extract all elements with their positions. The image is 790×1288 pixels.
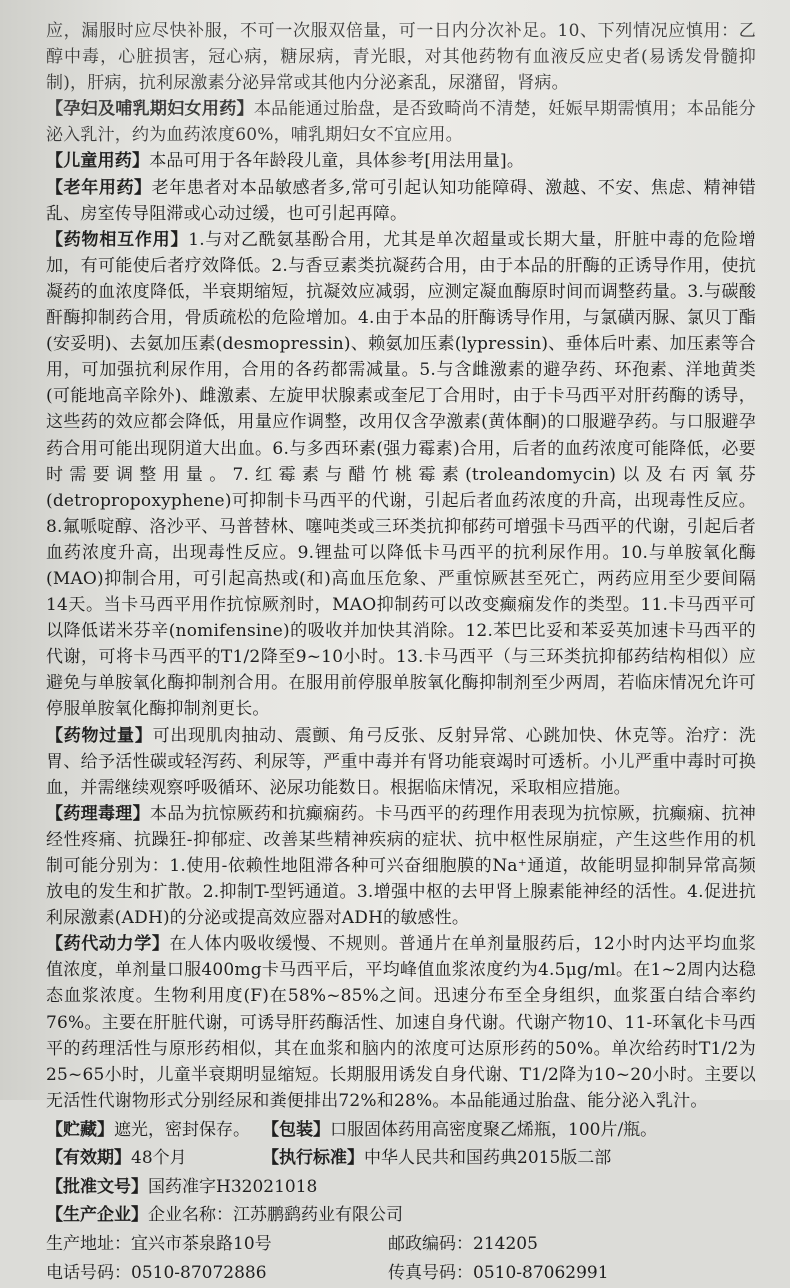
info-row-approval xyxy=(46,1173,756,1202)
section-heading: 【药理毒理】 xyxy=(46,803,150,824)
validity-value: 48个月 xyxy=(131,1148,187,1169)
section-heading: 【药物相互作用】 xyxy=(46,229,189,250)
paragraph-text: 在人体内吸收缓慢、不规则。普通片在单剂量服药后，12小时内达平均血浆值浓度，单剂量口服400mg卡马西平后，平均峰值血浆浓度约为4.5μg/ml。在1~2周内达稳态血浆浓度。生物利用度(F)在58%~85%之间。迅速分布至全身组织，血浆蛋白结合率约76%。主要在肝脏代谢，可诱导肝药酶活性、加速自身代谢。代谢产物10、11-环氧化卡马西平的药理活性与原形药相似，其在血浆和脑内的浓度可达原形药的50%。单次给药时T1/2为25~65小时，儿童半衰期明显缩短。长期服用诱发自身代谢、T1/2降为10~20小时。主要以无活性代谢物形式分别经尿和粪便排出72%和28%。本品能通过胎盘、能分泌入乳汁。 xyxy=(46,934,756,1111)
section-heading: 【药物过量】 xyxy=(46,725,153,746)
maker-value: 企业名称：江苏鹏鹞药业有限公司 xyxy=(148,1205,403,1226)
paragraph-text: 本品能通过胎盘，是否致畸尚不清楚，妊娠早期需慎用；本品能分泌入乳汁，约为血药浓度60%，哺乳期妇女不宜应用。 xyxy=(46,99,756,146)
product-info xyxy=(46,1116,756,1230)
approval-cell xyxy=(46,1173,317,1202)
paragraph-text: 本品可用于各年龄段儿童，具体参考[用法用量]。 xyxy=(149,151,525,172)
phone-number: 电话号码：0510-87072886 xyxy=(46,1262,267,1283)
paragraph-text: 可出现肌肉抽动、震颤、角弓反张、反射异常、心跳加快、休克等。治疗：洗胃、给予活性碳或轻泻药、利尿等，严重中毒并有肾功能衰竭时可透析。小儿严重中毒时可换血，并需继续观察呼吸循环、泌尿功能数日。根据临床情况，采取相应措施。 xyxy=(46,725,756,798)
leaflet-body xyxy=(46,18,756,1114)
paragraph-text: 应，漏服时应尽快补服，不可一次服双倍量，可一日内分次补足。10、下列情况应慎用：乙醇中毒，心脏损害，冠心病，糖尿病，青光眼，对其他药物有血液反应史者(易诱发骨髓抑制)，肝病，抗利尿激素分泌异常或其他内分泌紊乱，尿潴留，肾病。 xyxy=(46,21,756,94)
paragraph-text: 本品为抗惊厥药和抗癫痫药。卡马西平的药理作用表现为抗惊厥，抗癫痫、抗神经性疼痛、抗躁狂-抑郁症、改善某些精神疾病的症状、抗中枢性尿崩症，产生这些作用的机制可能分别为：1.使用-依赖性地阻滞各种可兴奋细胞膜的Na⁺通道，故能明显抑制异常高频放电的发生和扩散。2.抑制T-型钙通道。3.增强中枢的去甲肾上腺素能神经的活性。4.促进抗利尿激素(ADH)的分泌或提高效应器对ADH的敏感性。 xyxy=(46,803,756,929)
validity-cell xyxy=(46,1144,262,1173)
storage-value: 遮光，密封保存。 xyxy=(114,1119,250,1140)
paragraph-pregnancy xyxy=(46,96,756,148)
package-cell xyxy=(262,1116,756,1145)
contact-row-1 xyxy=(46,1230,756,1259)
package-heading: 【包装】 xyxy=(262,1119,330,1140)
storage-cell xyxy=(46,1116,262,1145)
paragraph-text: 1.与对乙酰氨基酚合用，尤其是单次超量或长期大量，肝脏中毒的危险增加，有可能使后者疗效降低。2.与香豆素类抗凝药合用，由于本品的肝酶的正诱导作用，使抗凝药的血浓度降低，半衰期缩短，抗凝效应减弱，应测定凝血酶原时间而调整药量。3.与碳酸酐酶抑制药合用，骨质疏松的危险增加。4.由于本品的肝酶诱导作用，与氯磺丙脲、氯贝丁酯(安妥明)、去氨加压素(desmopressin)、赖氨加压素(lypressin)、垂体后叶素、加压素等合用，可加强抗利尿作用，合用的各药都需减量。5.与含雌激素的避孕药、环孢素、洋地黄类(可能地高辛除外)、雌激素、左旋甲状腺素或奎尼丁合用时，由于卡马西平对肝药酶的诱导，这些药的效应都会降低，用量应作调整，改用仅含孕激素(黄体酮)的口服避孕药。与口服避孕药合用可能出现阴道大出血。6.与多西环素(强力霉素)合用，后者的血药浓度可能降低，必要时需要调整用量。7.红霉素与醋竹桃霉素(troleandomycin)以及右丙氧芬(detropropoxyphene)可抑制卡马西平的代谢，引起后者血药浓度的升高，出现毒性反应。8.氟哌啶醇、洛沙平、马普替林、噻吨类或三环类抗抑郁药可增强卡马西平的代谢，引起后者血药浓度升高，出现毒性反应。9.锂盐可以降低卡马西平的抗利尿作用。10.与单胺氧化酶(MAO)抑制合用，可引起高热或(和)高血压危象、严重惊厥甚至死亡，两药应用至少要间隔14天。当卡马西平用作抗惊厥剂时，MAO抑制药可以改变癫痫发作的类型。11.卡马西平可以降低诺米芬辛(nomifensine)的吸收并加快其消除。12.苯巴比妥和苯妥英加速卡马西平的代谢，可将卡马西平的T1/2降至9~10小时。13.卡马西平（与三环类抗抑郁药结构相似）应避免与单胺氧化酶抑制剂合用。在服用前停服单胺氧化酶抑制剂至少两周，若临床情况允许可停服单胺氧化酶抑制剂更长。 xyxy=(46,229,756,720)
fax-number: 传真号码：0510-87062991 xyxy=(388,1262,609,1283)
postcode: 邮政编码：214205 xyxy=(388,1233,538,1254)
section-heading: 【药代动力学】 xyxy=(46,934,170,955)
package-value: 口服固体药用高密度聚乙烯瓶，100片/瓶。 xyxy=(330,1119,658,1140)
section-heading: 【老年用药】 xyxy=(46,177,152,198)
address: 生产地址：宜兴市茶泉路10号 xyxy=(46,1233,272,1254)
standard-heading: 【执行标准】 xyxy=(262,1148,364,1169)
standard-cell xyxy=(262,1144,756,1173)
approval-heading: 【批准文号】 xyxy=(46,1176,148,1197)
validity-heading: 【有效期】 xyxy=(46,1148,131,1169)
paragraph-pharmacology xyxy=(46,801,756,931)
maker-heading: 【生产企业】 xyxy=(46,1205,148,1226)
info-row-maker xyxy=(46,1201,756,1230)
paragraph-overdose xyxy=(46,723,756,801)
storage-heading: 【贮藏】 xyxy=(46,1119,114,1140)
maker-cell xyxy=(46,1201,403,1230)
paragraph-interactions xyxy=(46,227,756,723)
approval-value: 国药准字H32021018 xyxy=(148,1176,318,1197)
paragraph-pharmacokinetics xyxy=(46,931,756,1114)
paragraph-children xyxy=(46,148,756,174)
info-row-validity-standard xyxy=(46,1144,756,1173)
paragraph-contraindications-cont xyxy=(46,18,756,96)
section-heading: 【儿童用药】 xyxy=(46,151,150,172)
section-heading: 【孕妇及哺乳期妇女用药】 xyxy=(46,99,254,120)
info-row-storage-package xyxy=(46,1116,756,1145)
standard-value: 中华人民共和国药典2015版二部 xyxy=(364,1148,612,1169)
paragraph-elderly xyxy=(46,175,756,227)
paragraph-text: 老年患者对本品敏感者多,常可引起认知功能障碍、激越、不安、焦虑、精神错乱、房室传导阻滞或心动过缓，也可引起再障。 xyxy=(46,177,757,224)
contact-row-2 xyxy=(46,1259,756,1288)
